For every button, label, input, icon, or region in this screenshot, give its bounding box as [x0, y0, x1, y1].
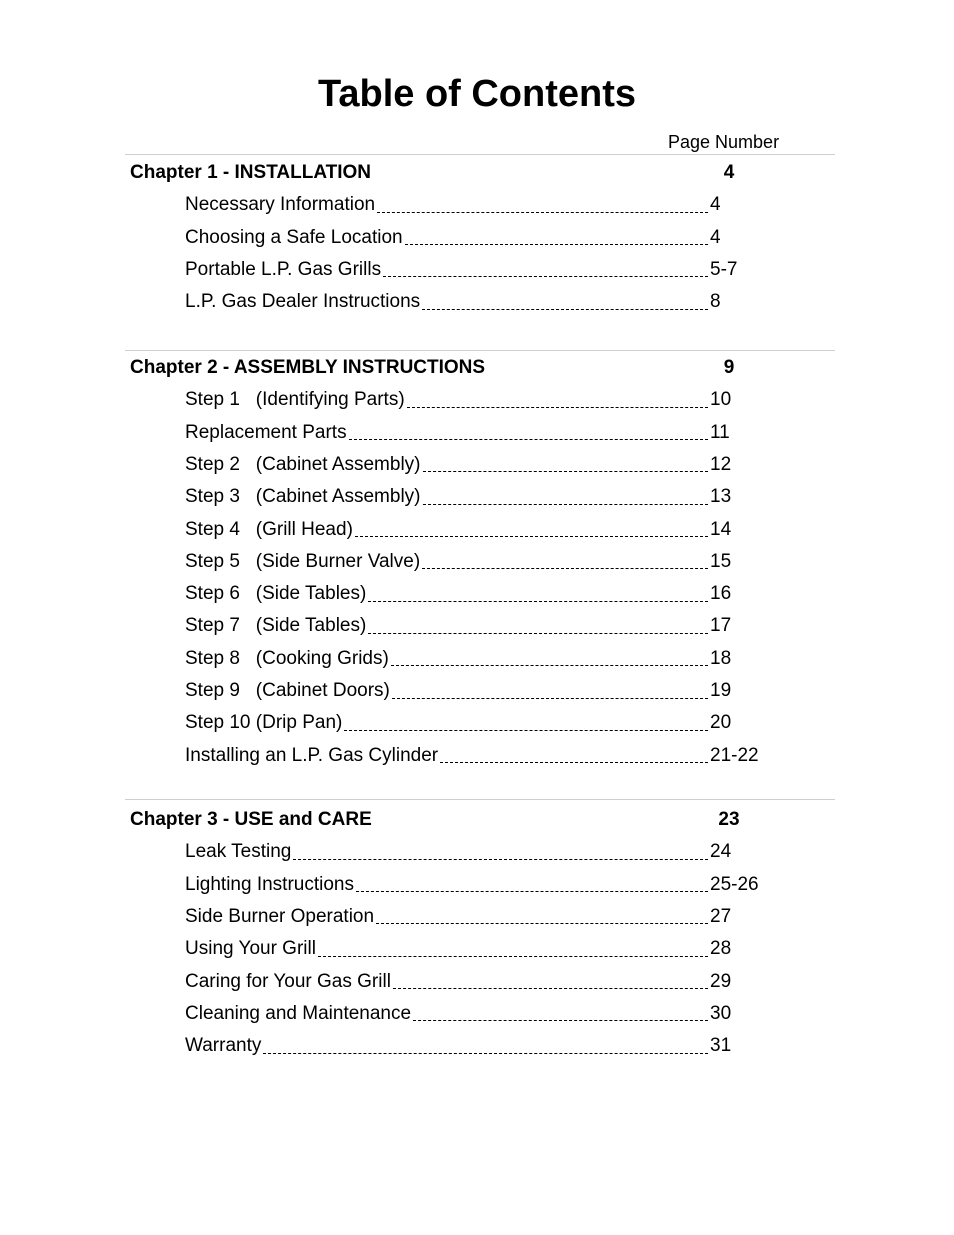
dot-leader	[423, 471, 709, 472]
toc-entry-label: Step 9 (Cabinet Doors)	[185, 680, 390, 701]
page-number-header: Page Number	[668, 132, 780, 152]
toc-entry[interactable]	[185, 192, 750, 218]
dot-leader	[377, 212, 708, 213]
toc-entry-page-number: 30	[710, 1002, 732, 1024]
toc-entry[interactable]	[185, 549, 750, 575]
chapter-heading[interactable]	[130, 355, 750, 381]
page-title: Table of Contents	[317, 73, 637, 115]
section-divider	[125, 154, 835, 155]
toc-entry[interactable]	[185, 872, 759, 898]
toc-entry[interactable]	[185, 613, 750, 639]
toc-entry-page-number: 5-7	[710, 258, 738, 280]
toc-entry[interactable]	[185, 646, 750, 672]
dot-leader	[405, 244, 708, 245]
toc-entry-label: Step 6 (Side Tables)	[185, 583, 367, 605]
dot-leader	[423, 504, 709, 505]
toc-entry-label: Installing an L.P. Gas Cylinder	[185, 744, 439, 766]
toc-entry-label: Side Burner Operation	[185, 905, 375, 927]
toc-entry-page-number: 14	[710, 518, 732, 540]
toc-entry[interactable]	[185, 484, 750, 510]
toc-entry-page-number: 21-22	[710, 744, 759, 766]
toc-entry-page-number: 18	[710, 647, 732, 669]
toc-entry[interactable]	[185, 289, 750, 315]
dot-leader	[349, 439, 708, 440]
dot-leader	[355, 536, 708, 537]
dot-leader	[440, 762, 708, 763]
toc-entry[interactable]	[185, 936, 750, 962]
chapter-heading[interactable]	[130, 807, 750, 833]
chapter-label: Chapter 1 - INSTALLATION	[130, 162, 372, 183]
dot-leader	[422, 309, 708, 310]
toc-entry-page-number: 16	[710, 583, 732, 605]
chapter-heading[interactable]	[130, 160, 750, 186]
toc-entry-label: Step 7 (Side Tables)	[185, 615, 367, 637]
toc-entry-label: Step 1 (Identifying Parts)	[185, 389, 405, 411]
toc-entry-page-number: 19	[710, 680, 732, 701]
toc-entry-label: Necessary Information	[185, 194, 376, 216]
toc-entry-label: Cleaning and Maintenance	[185, 1002, 412, 1024]
toc-entry[interactable]	[185, 225, 750, 251]
toc-entry-page-number: 28	[710, 938, 732, 960]
toc-entry[interactable]	[185, 710, 750, 736]
toc-entry[interactable]	[185, 1001, 750, 1027]
dot-leader	[344, 730, 708, 731]
toc-entry[interactable]	[185, 387, 750, 413]
toc-entry-label: Caring for Your Gas Grill	[185, 970, 391, 992]
chapter-page-number: 4	[723, 162, 735, 183]
chapter-label: Chapter 3 - USE and CARE	[130, 809, 372, 830]
toc-entry-page-number: 11	[710, 421, 730, 443]
toc-entry-label: L.P. Gas Dealer Instructions	[185, 291, 421, 313]
dot-leader	[293, 859, 708, 860]
toc-entry-label: Lighting Instructions	[185, 873, 354, 895]
toc-entry-page-number: 25-26	[710, 873, 759, 895]
dot-leader	[383, 276, 708, 277]
toc-entry[interactable]	[185, 452, 750, 478]
toc-entry-page-number: 10	[710, 389, 732, 411]
dot-leader	[391, 665, 708, 666]
toc-entry-label: Leak Testing	[185, 841, 292, 863]
dot-leader	[422, 568, 708, 569]
toc-entry-label: Step 2 (Cabinet Assembly)	[185, 453, 421, 475]
toc-entry-page-number: 31	[710, 1035, 732, 1057]
toc-entry-page-number: 27	[710, 905, 732, 927]
toc-entry-page-number: 12	[710, 453, 732, 475]
section-divider	[125, 350, 835, 351]
toc-entry[interactable]	[185, 420, 750, 446]
toc-entry[interactable]	[185, 904, 750, 930]
toc-entry[interactable]	[185, 1033, 750, 1059]
toc-entry[interactable]	[185, 969, 750, 995]
toc-entry-label: Replacement Parts	[185, 421, 347, 443]
toc-entry-page-number: 17	[710, 615, 732, 637]
dot-leader	[393, 988, 708, 989]
toc-entry-page-number: 29	[710, 970, 732, 992]
chapter-label: Chapter 2 - ASSEMBLY INSTRUCTIONS	[130, 357, 486, 378]
toc-entry-page-number: 24	[710, 841, 732, 863]
toc-entry[interactable]	[185, 678, 750, 704]
dot-leader	[392, 698, 708, 699]
dot-leader	[318, 956, 708, 957]
toc-entry-label: Warranty	[185, 1035, 262, 1057]
toc-entry-label: Choosing a Safe Location	[185, 226, 403, 248]
toc-entry-label: Step 8 (Cooking Grids)	[185, 647, 389, 669]
dot-leader	[376, 923, 708, 924]
toc-entry-label: Step 5 (Side Burner Valve)	[185, 550, 421, 572]
toc-entry[interactable]	[185, 257, 750, 283]
dot-leader	[368, 601, 708, 602]
dot-leader	[368, 633, 708, 634]
chapter-page-number: 23	[718, 809, 740, 830]
toc-entry[interactable]	[185, 517, 750, 543]
toc-entry-label: Step 4 (Grill Head)	[185, 518, 353, 540]
toc-entry[interactable]	[185, 743, 759, 769]
toc-entry-page-number: 15	[710, 550, 732, 572]
toc-entry-label: Using Your Grill	[185, 938, 316, 960]
dot-leader	[263, 1053, 708, 1054]
toc-entry-page-number: 4	[710, 194, 721, 216]
toc-entry-label: Portable L.P. Gas Grills	[185, 258, 382, 280]
toc-entry[interactable]	[185, 839, 750, 865]
toc-entry-page-number: 13	[710, 486, 732, 508]
toc-entry-label: Step 10 (Drip Pan)	[185, 712, 343, 734]
toc-entry-page-number: 8	[710, 291, 721, 313]
section-divider	[125, 799, 835, 800]
toc-entry-page-number: 4	[710, 226, 721, 248]
dot-leader	[356, 891, 708, 892]
toc-entry[interactable]	[185, 581, 750, 607]
toc-entry-page-number: 20	[710, 712, 732, 734]
chapter-page-number: 9	[723, 357, 735, 378]
dot-leader	[407, 407, 708, 408]
dot-leader	[413, 1020, 708, 1021]
toc-entry-label: Step 3 (Cabinet Assembly)	[185, 486, 421, 508]
